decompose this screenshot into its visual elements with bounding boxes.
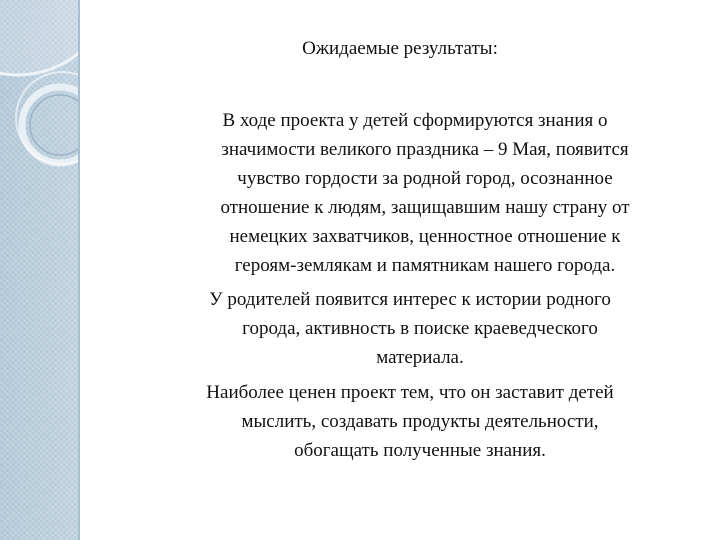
slide-title: Ожидаемые результаты: xyxy=(302,38,498,59)
text-line: города, активность в поиске краеведческого xyxy=(242,318,598,339)
decorative-sidebar xyxy=(0,0,80,540)
text-line: обогащать полученные знания. xyxy=(294,440,546,461)
paragraph-results-parents xyxy=(150,285,690,372)
paragraph-results-children xyxy=(160,106,690,280)
slide-content xyxy=(80,0,720,540)
text-line: материала. xyxy=(376,347,464,368)
text-line: Наиболее ценен проект тем, что он заставит детей xyxy=(206,382,614,403)
text-line: мыслить, создавать продукты деятельности, xyxy=(241,411,599,432)
text-line: значимости великого праздника – 9 Мая, появится xyxy=(221,139,629,160)
paragraph-project-value xyxy=(150,378,690,465)
text-line: героям-землякам и памятникам нашего города. xyxy=(234,255,616,276)
text-line: отношение к людям, защищавшим нашу страну от xyxy=(220,197,630,218)
decorative-rings-icon xyxy=(0,0,80,540)
text-line: чувство гордости за родной город, осознанное xyxy=(237,168,613,189)
text-line: У родителей появится интерес к истории родного xyxy=(209,289,611,310)
text-line: В ходе проекта у детей сформируются знания о xyxy=(222,110,608,131)
text-line: немецких захватчиков, ценностное отношение к xyxy=(229,226,621,247)
